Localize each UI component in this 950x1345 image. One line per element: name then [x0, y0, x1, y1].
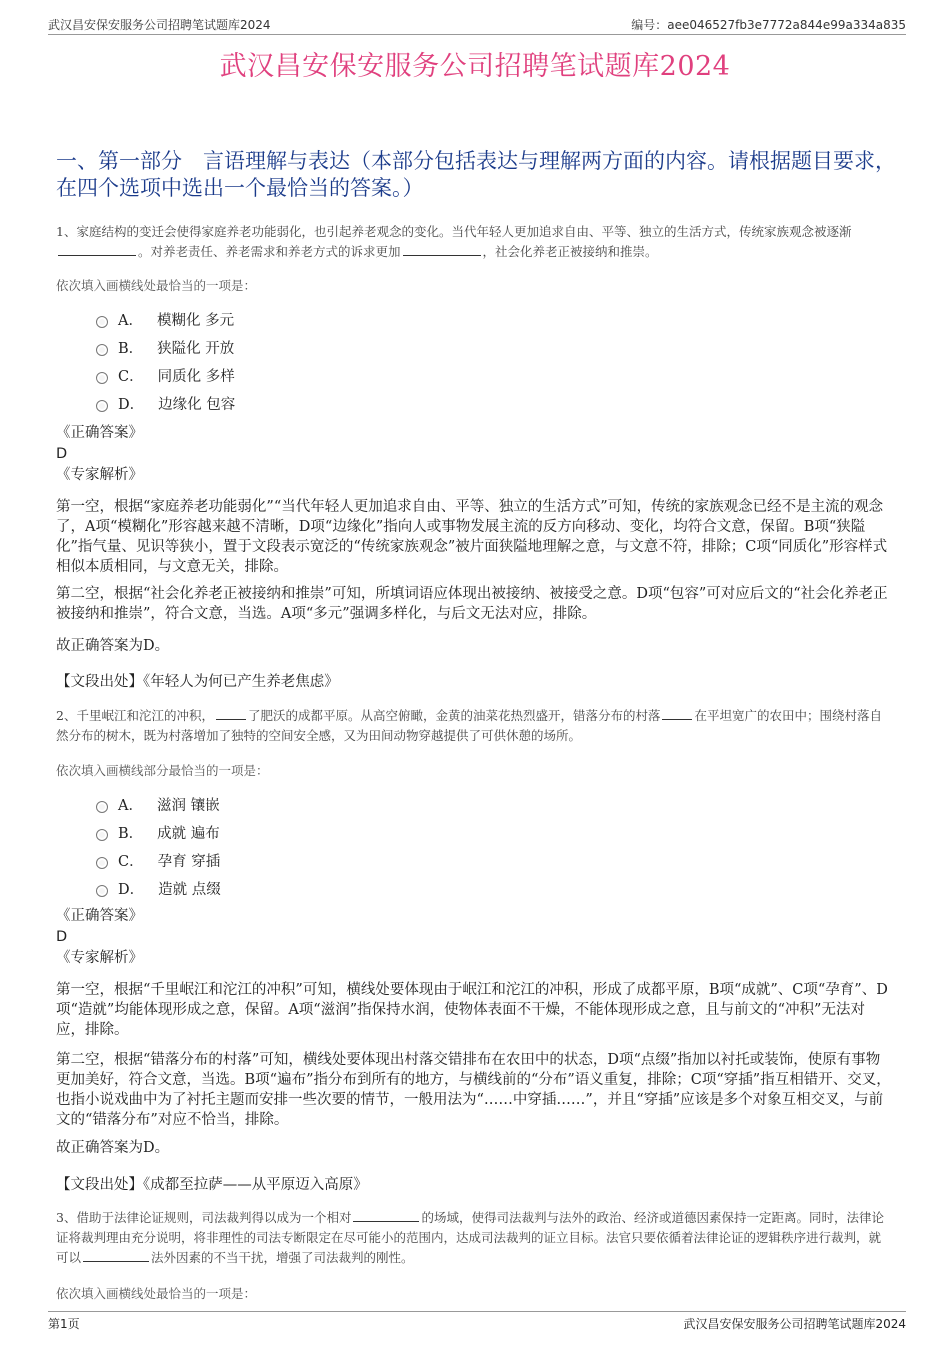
- analysis-paragraph: 第二空，根据“社会化养老正被接纳和推崇”可知，所填词语应体现出被接纳、被接受之意。D项“包容”可对应后文的“社会化养老正被接纳和推崇”，符合文意，当选。A项“多元”强调多样化，与后文无法对应，排除。: [56, 586, 888, 622]
- header-doc-title: 武汉昌安保安服务公司招聘笔试题库2024: [48, 18, 271, 32]
- question-1-prompt: 依次填入画横线处最恰当的一项是：: [56, 278, 257, 293]
- correct-answer-label: 《正确答案》: [56, 425, 143, 441]
- fill-blank: [403, 243, 481, 256]
- expert-analysis-label: 《专家解析》: [56, 467, 143, 483]
- radio-button[interactable]: [96, 801, 108, 813]
- analysis-paragraph: 第一空，根据“家庭养老功能弱化”“当代年轻人更加追求自由、平等、独立的生活方式”可知，传统的家族观念已经不是主流的观念了，A项“模糊化”形容越来越不清晰，D项“边缘化”指向人或事物发展主流的反方向移动、变化，均符合文意，保留。B项“狭隘化”指气量、见识等狭小，置于文段表示宽泛的“传统家族观念”被片面狭隘地理解之意，与文意不符，排除；C项“同质化”形容样式相似本质相同，与文意无关，排除。: [56, 499, 888, 575]
- fill-blank: [662, 707, 692, 720]
- question-2-prompt: 依次填入画横线部分最恰当的一项是：: [56, 763, 269, 778]
- correct-answer: D: [56, 929, 68, 945]
- option-a[interactable]: A． 模糊化 多元: [96, 305, 235, 333]
- radio-button[interactable]: [96, 344, 108, 356]
- page-header: [48, 14, 906, 35]
- question-3-text: 3、借助于法律论证规则，司法裁判得以成为一个相对 的场域，使得司法裁判与法外的政治、经济或道德因素保持一定距离。同时，法律论证将裁判理由充分说明，将非理性的司法专断限定在尽可能小的范围内，达成司法裁判的证立目标。法官只要依循着法律论证的逻辑秩序进行裁判，就可以 法外因素的不当干扰，增强了司法裁判的刚性。: [56, 1210, 884, 1265]
- option-b[interactable]: B． 成就 遍布: [96, 818, 221, 846]
- source-citation: 【文段出处】《年轻人为何已产生养老焦虑》: [56, 674, 339, 690]
- fill-blank: [58, 243, 136, 256]
- fill-blank: [353, 1209, 419, 1222]
- correct-answer: D: [56, 446, 68, 462]
- radio-button[interactable]: [96, 316, 108, 328]
- question-1-options: [96, 305, 235, 417]
- question-1-text: 1、家庭结构的变迁会使得家庭养老功能弱化，也引起养老观念的变化。当代年轻人更加追求自由、平等、独立的生活方式，传统家族观念被逐渐。对养老责任、养老需求和养老方式的诉求更加 ，社会化养老正被接纳和推崇。: [56, 224, 852, 259]
- analysis-conclusion: 故正确答案为D。: [56, 1140, 170, 1156]
- analysis-paragraph: 第一空，根据“千里岷江和沱江的冲积”可知，横线处要体现由于岷江和沱江的冲积，形成了成都平原，B项“成就”、C项“孕育”、D项“造就”均能体现形成之意，保留。A项“滋润”指保持水润，使物体表面不干燥，不能体现形成之意，且与前文的“冲积”无法对应，排除。: [56, 982, 888, 1038]
- question-2-options: [96, 790, 221, 902]
- analysis-paragraph: 第二空，根据“错落分布的村落”可知，横线处要体现出村落交错排布在农田中的状态，D项“点缀”指加以衬托或装饰，使原有事物更加美好，符合文意，当选。B项“遍布”指分布到所有的地方，与横线前的“分布”语义重复，排除；C项“穿插”指互相错开、交叉，也指小说戏曲中为了衬托主题而安排一些次要的情节，一般用法为“……中穿插……”，并且“穿插”应该是多个对象互相交叉，与前文的“错落分布”对应不恰当，排除。: [56, 1052, 891, 1128]
- radio-button[interactable]: [96, 857, 108, 869]
- question-2-text: 2、千里岷江和沱江的冲积， 了肥沃的成都平原。从高空俯瞰，金黄的油菜花热烈盛开，错落分布的村落 在平坦宽广的农田中；围绕村落自然分布的树木，既为村落增加了独特的空间安全感，又为田间动物穿越提供了可供休憩的场所。: [56, 708, 882, 743]
- option-c[interactable]: C． 同质化 多样: [96, 361, 235, 389]
- page-title: 武汉昌安保安服务公司招聘笔试题库2024: [219, 51, 731, 82]
- fill-blank: [83, 1249, 149, 1262]
- option-d[interactable]: D． 边缘化 包容: [96, 389, 235, 417]
- option-c[interactable]: C． 孕育 穿插: [96, 846, 221, 874]
- question-3-prompt: 依次填入画横线处最恰当的一项是：: [56, 1286, 257, 1301]
- question-2-answer-block: [56, 906, 892, 969]
- source-citation: 【文段出处】《成都至拉萨——从平原迈入高原》: [56, 1177, 368, 1193]
- page-footer: [48, 1311, 906, 1331]
- footer-doc-title: 武汉昌安保安服务公司招聘笔试题库2024: [683, 1317, 906, 1331]
- analysis-conclusion: 故正确答案为D。: [56, 638, 170, 654]
- header-doc-id: 编号：aee046527fb3e7772a844e99a334a835: [631, 18, 906, 32]
- page-number: 第1页: [48, 1317, 80, 1331]
- option-a[interactable]: A． 滋润 镶嵌: [96, 790, 221, 818]
- question-1-answer-block: [56, 423, 892, 486]
- fill-blank: [216, 707, 246, 720]
- section-heading: 一、第一部分 言语理解与表达（本部分包括表达与理解两方面的内容。请根据题目要求，在四个选项中选出一个最恰当的答案。）: [56, 149, 896, 200]
- radio-button[interactable]: [96, 829, 108, 841]
- correct-answer-label: 《正确答案》: [56, 908, 143, 924]
- radio-button[interactable]: [96, 400, 108, 412]
- expert-analysis-label: 《专家解析》: [56, 950, 143, 966]
- radio-button[interactable]: [96, 885, 108, 897]
- option-b[interactable]: B． 狭隘化 开放: [96, 333, 235, 361]
- radio-button[interactable]: [96, 372, 108, 384]
- option-d[interactable]: D． 造就 点缀: [96, 874, 221, 902]
